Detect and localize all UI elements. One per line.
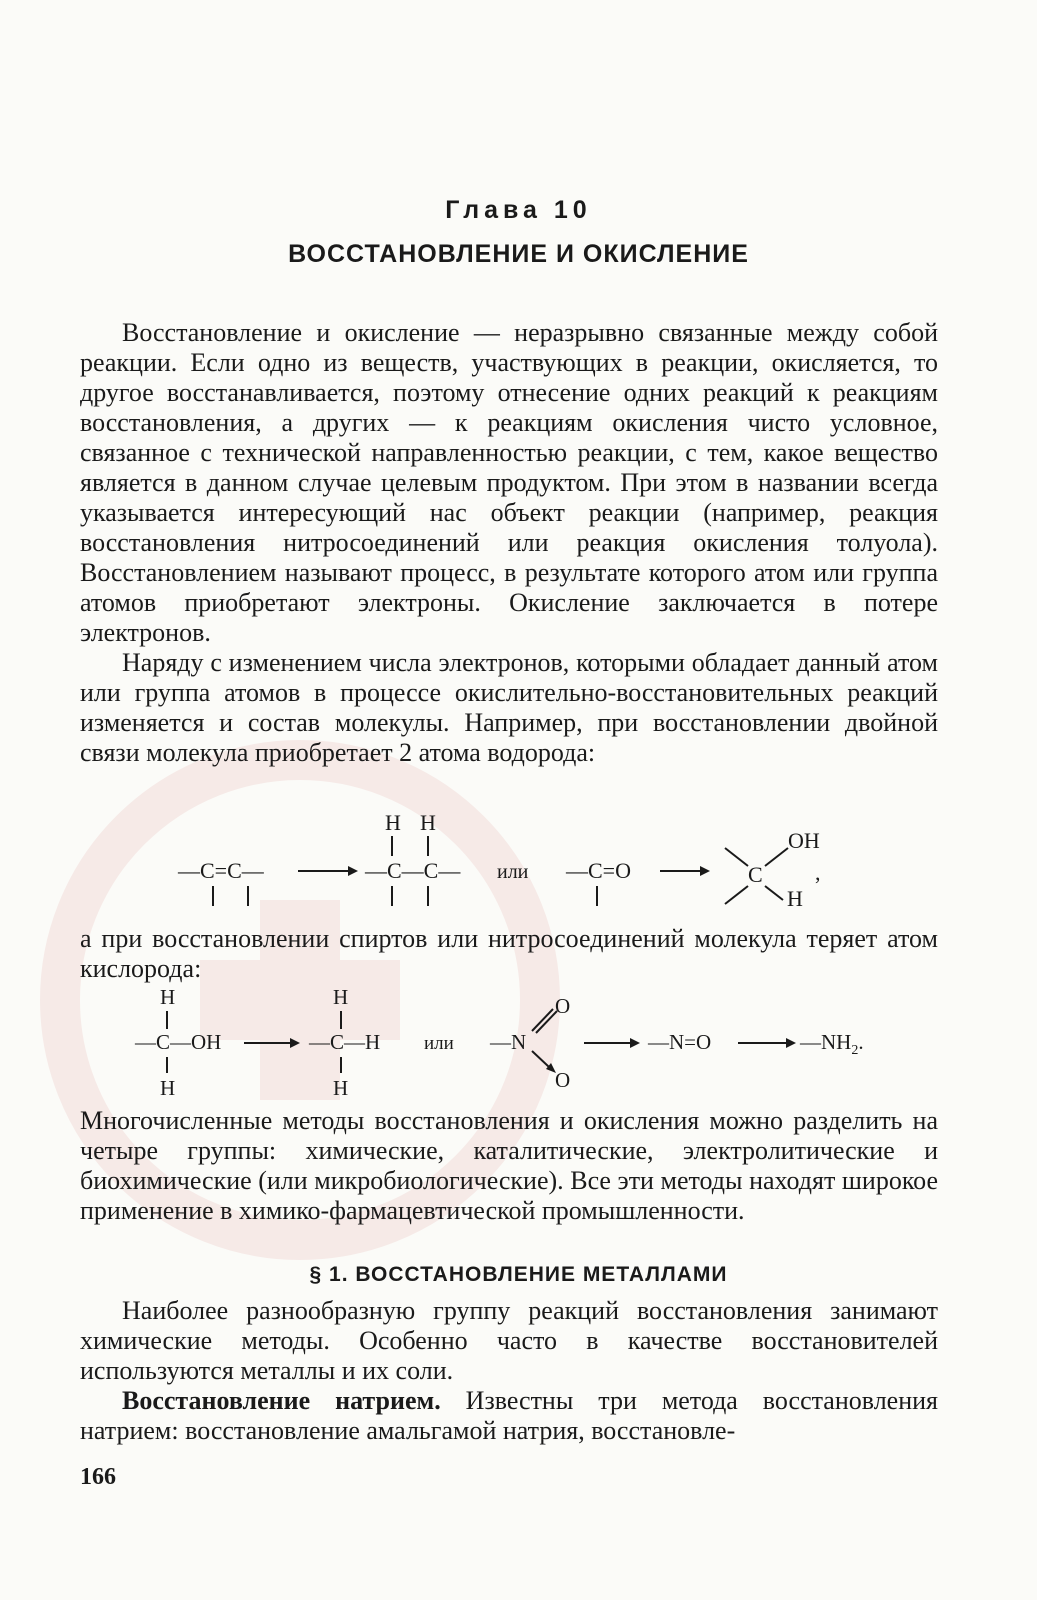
reaction-scheme-2	[0, 985, 1037, 1100]
svg-text:—C—H: —C—H	[309, 1030, 381, 1054]
svg-text:OH: OH	[788, 828, 820, 853]
paragraph-6-heading: Восстановление натрием.	[122, 1386, 441, 1415]
paragraph-1-block	[80, 318, 938, 768]
chapter-title: ВОССТАНОВЛЕНИЕ И ОКИСЛЕНИЕ	[288, 240, 749, 268]
page-number: 166	[80, 1464, 116, 1490]
paragraph-2: Наряду с изменением числа электронов, которыми обладает данный атом или группа атомов в процессе окислительно-восстановительных реакций изменяется и состав молекулы. Например, при восстановлении двойной связи молекула приобретает 2 атома водорода:	[80, 648, 938, 767]
svg-text:—C—C—: —C—C—	[365, 858, 461, 883]
svg-text:H: H	[333, 1076, 349, 1100]
svg-text:—C=O: —C=O	[566, 858, 631, 883]
paragraph-6-text: Известны три метода восстановления натрием: восстановление амальгамой натрия, восстановле-	[80, 1386, 938, 1445]
svg-text:H: H	[160, 985, 176, 1009]
paragraph-3: а при восстановлении спиртов или нитросоединений молекула теряет атом кислорода:	[80, 924, 938, 983]
paragraph-4-block	[80, 1106, 938, 1226]
svg-text:—N: —N	[490, 1030, 527, 1054]
svg-text:O: O	[555, 1068, 571, 1092]
svg-text:H: H	[420, 810, 436, 835]
section-title: § 1. ВОССТАНОВЛЕНИЕ МЕТАЛЛАМИ	[309, 1263, 728, 1286]
paragraph-5: Наиболее разнообразную группу реакций восстановления занимают химические методы. Особенно часто в качестве восстановителей используются металлы и их соли.	[80, 1296, 938, 1385]
paragraph-3-block	[80, 924, 938, 984]
chapter-label: Глава 10	[445, 196, 592, 224]
svg-text:—NH2.: $—NH_2$.	[800, 1030, 864, 1058]
reaction-scheme-1	[0, 808, 1037, 920]
svg-text:—C=C—: —C=C—	[178, 858, 264, 883]
svg-text:H: H	[160, 1076, 176, 1100]
svg-text:—C—OH: —C—OH	[135, 1030, 222, 1054]
paragraph-1: Восстановление и окисление — неразрывно связанные между собой реакции. Если одно из веществ, участвующих в реакции, окисляется, то другое восстанавливается, поэтому отнесение одних реакций к реакциям восстановления, а других — к реакциям окисления чисто условное, связанное с технической направленностью реакции, с тем, какое вещество является в данном случае целевым продуктом. При этом в названии всегда указывается интересующий нас объект реакции (например, реакция восстановления нитросоединений или реакция окисления толуола). Восстановлением называют процесс, в результате которого атом или группа атомов приобретают электроны. Окисление заключается в потере электронов.	[80, 318, 938, 647]
svg-text:O: O	[555, 994, 571, 1018]
paragraph-4: Многочисленные методы восстановления и окисления можно разделить на четыре группы: химические, каталитические, электролитические и биохимические (или микробиологические). Все эти методы находят широкое применение в химико-фармацевтической промышленности.	[80, 1106, 938, 1225]
svg-text:H: H	[385, 810, 401, 835]
paragraph-5-block	[80, 1296, 938, 1446]
svg-text:H: H	[333, 985, 349, 1009]
svg-text:C: C	[748, 862, 763, 887]
svg-text:,: ,	[815, 860, 821, 885]
svg-text:H: H	[787, 886, 803, 911]
or-label-1: или	[497, 861, 529, 883]
paragraph-6	[80, 1386, 938, 1446]
or-label-2: или	[424, 1033, 454, 1054]
svg-text:—N=O: —N=O	[648, 1030, 712, 1054]
